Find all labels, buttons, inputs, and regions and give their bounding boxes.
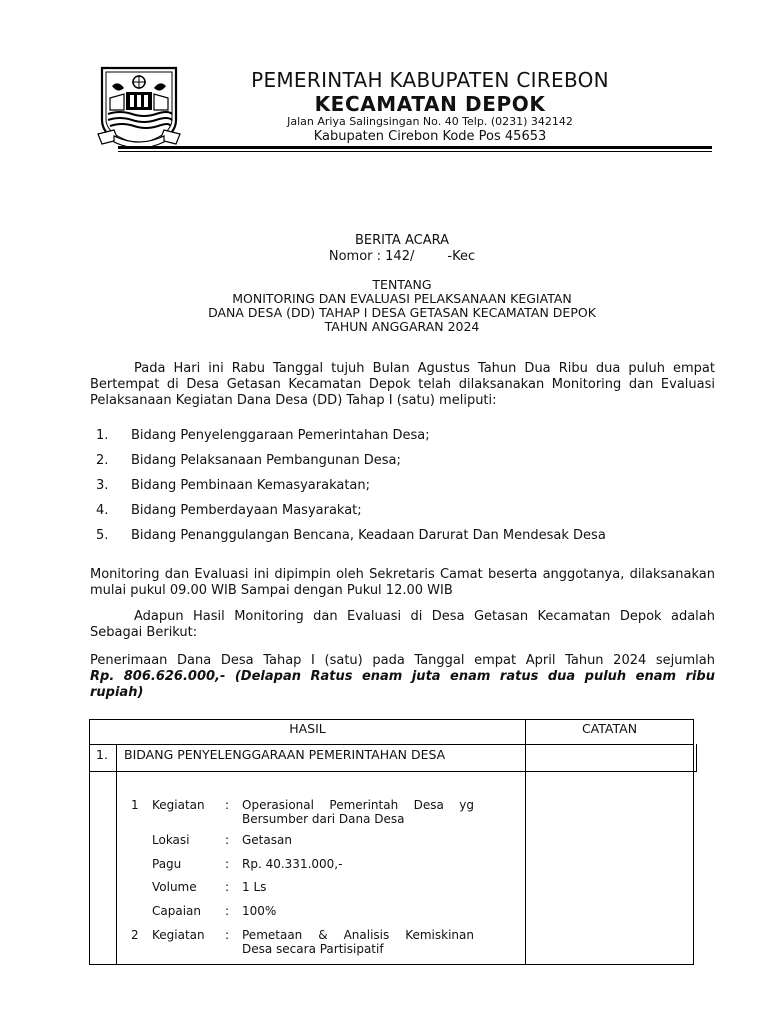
letterhead-divider-thin <box>118 151 712 152</box>
list-item: 4. Bidang Pemberdayaan Masyarakat; <box>96 503 362 518</box>
activity-achievement: Capaian : 100% <box>152 904 277 918</box>
list-item: 3. Bidang Pembinaan Kemasyarakatan; <box>96 478 371 493</box>
letterhead-divider-thick <box>118 146 712 149</box>
letterhead-district: KECAMATAN DEPOK <box>314 92 546 116</box>
intro-paragraph <box>90 361 715 409</box>
funding-paragraph <box>90 653 715 701</box>
document-number: Nomor : 142/ -Kec <box>328 249 476 264</box>
activity-budget: Pagu : Rp. 40.331.000,- <box>152 857 343 871</box>
document-subject-line2: DANA DESA (DD) TAHAP I DESA GETASAN KECAMATAN DEPOK <box>208 305 596 320</box>
list-item: 2. Bidang Pelaksanaan Pembangunan Desa; <box>96 453 401 468</box>
funding-amount: Rp. 806.626.000,- (Delapan Ratus enam juta enam ratus dua puluh enam ribu rupiah) <box>90 669 715 700</box>
activity-row: 2 Kegiatan : Pemetaan & Analisis Kemiskinan Desa secara Partisipatif <box>131 928 474 956</box>
list-item: 1. Bidang Penyelenggaraan Pemerintahan Desa; <box>96 428 430 443</box>
column-header-hasil: HASIL <box>289 721 326 736</box>
section-number: 1. <box>96 747 108 762</box>
results-intro-paragraph <box>90 609 715 641</box>
funding-text: Penerimaan Dana Desa Tahap I (satu) pada Tanggal empat April Tahun 2024 sejumlah <box>90 653 715 668</box>
letterhead-address: Jalan Ariya Salingsingan No. 40 Telp. (0231) 342142 <box>287 115 573 128</box>
activity-location: Lokasi : Getasan <box>152 833 292 847</box>
activity-volume: Volume : 1 Ls <box>152 880 267 894</box>
document-title: BERITA ACARA <box>355 233 449 248</box>
document-subject-line3: TAHUN ANGGARAN 2024 <box>324 319 480 334</box>
results-intro-text: Adapun Hasil Monitoring dan Evaluasi di Desa Getasan Kecamatan Depok adalah Sebagai Berikut: <box>90 609 715 640</box>
intro-text: Pada Hari ini Rabu Tanggal tujuh Bulan Agustus Tahun Dua Ribu dua puluh empat Bertempat di Desa Getasan Kecamatan Depok telah dilaksanakan Monitoring dan Evaluasi Pelaksanaan Kegiatan Dana Desa (DD) Tahap I (satu) meliputi: <box>90 361 715 408</box>
cirebon-regency-logo <box>96 64 182 150</box>
list-item: 5. Bidang Penanggulangan Bencana, Keadaan Darurat Dan Mendesak Desa <box>96 528 606 543</box>
document-subject-line1: MONITORING DAN EVALUASI PELAKSANAAN KEGIATAN <box>232 291 572 306</box>
document-about: TENTANG <box>372 277 432 292</box>
section-title: BIDANG PENYELENGGARAAN PEMERINTAHAN DESA <box>124 747 446 762</box>
column-header-catatan: CATATAN <box>581 721 638 736</box>
activity-row: 1 Kegiatan : Operasional Pemerintah Desa yg Bersumber dari Dana Desa <box>131 798 474 826</box>
letterhead-city: Kabupaten Cirebon Kode Pos 45653 <box>313 129 547 144</box>
execution-paragraph: Monitoring dan Evaluasi ini dipimpin oleh Sekretaris Camat beserta anggotanya, dilaksanakan mulai pukul 09.00 WIB Sampai dengan Pukul 12.00 WIB <box>90 567 715 598</box>
letterhead-regency: PEMERINTAH KABUPATEN CIREBON <box>251 68 609 92</box>
